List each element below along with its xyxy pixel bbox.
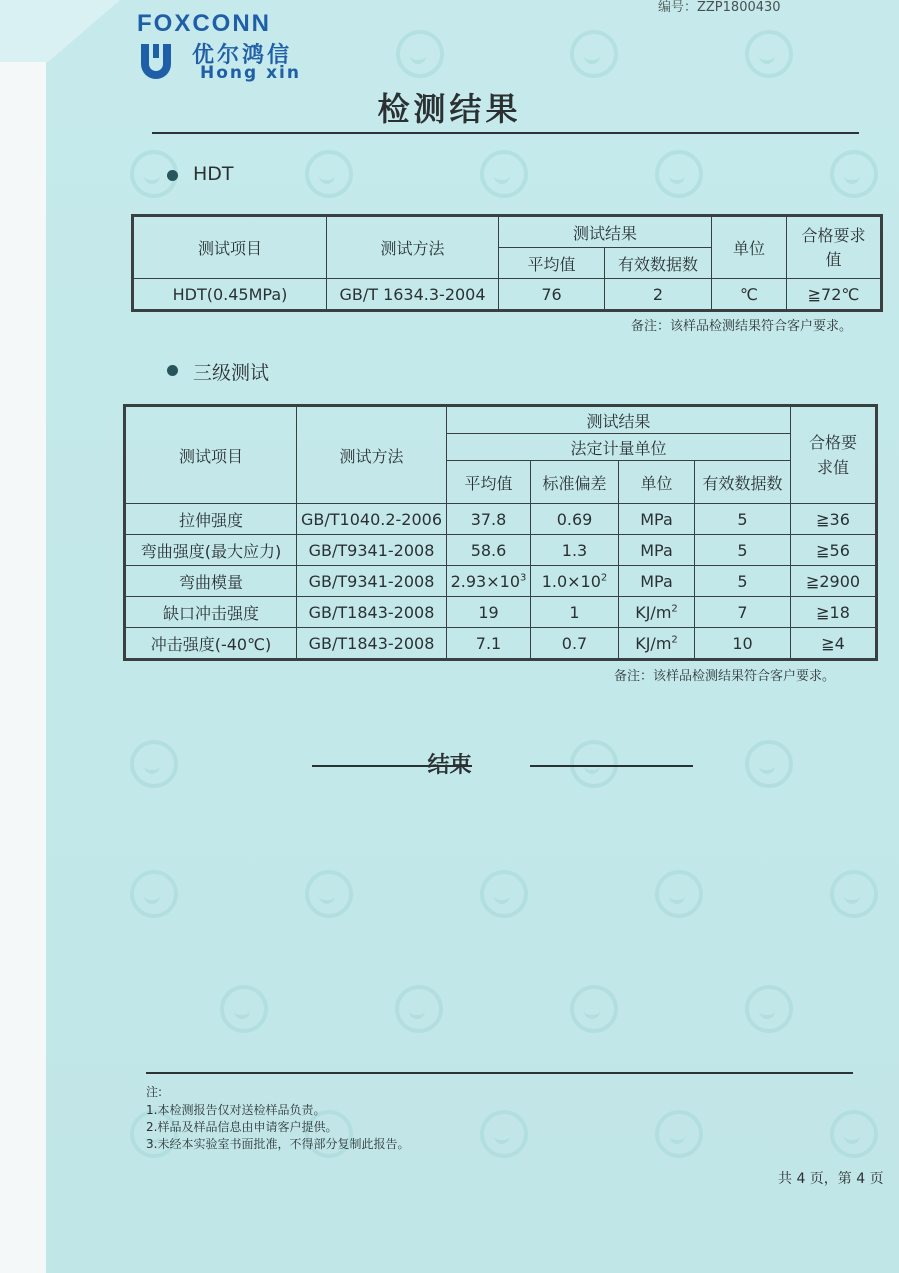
header-requirement: 合格要求值	[787, 217, 881, 279]
table-row	[126, 597, 876, 628]
avg-base: 2.93×10	[450, 571, 520, 591]
cell-average	[447, 566, 531, 597]
cell-std-dev: 1	[531, 597, 619, 628]
logo-english-name: Hong xin	[200, 63, 301, 83]
watermark-icon	[480, 1110, 528, 1158]
cell-requirement: ≧36	[791, 504, 876, 535]
table-row	[126, 535, 876, 566]
page-fold	[0, 0, 120, 62]
header-average: 平均值	[447, 461, 531, 504]
header-legal-unit: 法定计量单位	[447, 434, 791, 461]
watermark-icon	[655, 870, 703, 918]
header-item: 测试项目	[126, 407, 297, 504]
cell-requirement: ≧2900	[791, 566, 876, 597]
section-bullet	[167, 365, 178, 376]
footer-divider	[146, 1072, 853, 1074]
watermark-icon	[130, 870, 178, 918]
cell-std-dev	[531, 566, 619, 597]
title-divider	[152, 132, 859, 134]
cell-item: 拉伸强度	[126, 504, 297, 535]
header-average: 平均值	[499, 248, 605, 279]
watermark-icon	[570, 985, 618, 1033]
cell-method: GB/T1843-2008	[297, 597, 447, 628]
section-bullet	[167, 170, 178, 181]
cell-unit	[619, 597, 695, 628]
logo-brand: FOXCONN	[137, 10, 271, 37]
watermark-icon	[830, 870, 878, 918]
table-row	[134, 279, 881, 310]
cell-average: 19	[447, 597, 531, 628]
footer-note-2: 2.样品及样品信息由申请客户提供。	[146, 1120, 338, 1134]
footer-note-1: 1.本检测报告仅对送检样品负责。	[146, 1103, 326, 1117]
cell-valid-count: 7	[695, 597, 791, 628]
tier3-heading: 三级测试	[193, 362, 270, 384]
end-line-right	[530, 765, 693, 767]
cell-method: GB/T1843-2008	[297, 628, 447, 659]
watermark-icon	[305, 150, 353, 198]
watermark-icon	[830, 1110, 878, 1158]
cell-valid-count: 5	[695, 566, 791, 597]
report-number: 编号：ZZP1800430	[658, 0, 781, 15]
cell-item: 弯曲模量	[126, 566, 297, 597]
watermark-icon	[220, 985, 268, 1033]
std-exponent: 2	[600, 572, 608, 584]
header-result: 测试结果	[447, 407, 791, 434]
footer-note-3: 3.未经本实验室书面批准，不得部分复制此报告。	[146, 1137, 410, 1151]
hdt-table	[133, 216, 881, 310]
unit-base: KJ/m	[635, 633, 672, 653]
std-base: 1.0×10	[541, 571, 601, 591]
end-marker: 结束	[427, 753, 472, 778]
watermark-icon	[745, 985, 793, 1033]
table-row	[126, 628, 876, 659]
watermark-icon	[830, 150, 878, 198]
watermark-icon	[395, 985, 443, 1033]
header-unit: 单位	[712, 217, 787, 279]
cell-average: 58.6	[447, 535, 531, 566]
tier3-table	[125, 406, 876, 659]
watermark-icon	[305, 870, 353, 918]
watermark-icon	[480, 150, 528, 198]
header-method: 测试方法	[297, 407, 447, 504]
hdt-remark: 备注：该样品检测结果符合客户要求。	[631, 319, 853, 334]
header-item: 测试项目	[134, 217, 327, 279]
cell-average: 76	[499, 279, 605, 310]
cell-average: 7.1	[447, 628, 531, 659]
watermark-icon	[655, 150, 703, 198]
cell-std-dev: 0.7	[531, 628, 619, 659]
cell-requirement: ≧18	[791, 597, 876, 628]
cell-unit	[619, 628, 695, 659]
cell-valid-count: 2	[605, 279, 712, 310]
cell-std-dev: 1.3	[531, 535, 619, 566]
header-valid-count: 有效数据数	[695, 461, 791, 504]
header-result: 测试结果	[499, 217, 712, 248]
cell-item: 缺口冲击强度	[126, 597, 297, 628]
cell-method: GB/T9341-2008	[297, 566, 447, 597]
cell-method: GB/T9341-2008	[297, 535, 447, 566]
page-margin-strip	[0, 0, 46, 1273]
watermark-icon	[570, 30, 618, 78]
cell-item: 冲击强度(-40℃)	[126, 628, 297, 659]
header-valid-count: 有效数据数	[605, 248, 712, 279]
tier3-remark: 备注：该样品检测结果符合客户要求。	[614, 669, 836, 684]
cell-valid-count: 5	[695, 504, 791, 535]
watermark-icon	[396, 30, 444, 78]
cell-item: HDT(0.45MPa)	[134, 279, 327, 310]
hongxin-logo-icon	[137, 42, 175, 82]
cell-std-dev: 0.69	[531, 504, 619, 535]
avg-exponent: 3	[520, 572, 527, 584]
hdt-heading: HDT	[193, 163, 234, 185]
header-method: 测试方法	[327, 217, 499, 279]
cell-valid-count: 5	[695, 535, 791, 566]
cell-method: GB/T 1634.3-2004	[327, 279, 499, 310]
page-counter: 共 4 页，第 4 页	[778, 1171, 884, 1187]
watermark-icon	[745, 30, 793, 78]
page-title: 检测结果	[377, 90, 522, 128]
cell-average: 37.8	[447, 504, 531, 535]
table-row	[126, 566, 876, 597]
header-std-dev: 标准偏差	[531, 461, 619, 504]
footer-notes-title: 注:	[146, 1085, 163, 1099]
cell-method: GB/T1040.2-2006	[297, 504, 447, 535]
watermark-icon	[655, 1110, 703, 1158]
cell-requirement: ≧72℃	[787, 279, 881, 310]
cell-valid-count: 10	[695, 628, 791, 659]
cell-unit: MPa	[619, 535, 695, 566]
table-row	[126, 504, 876, 535]
cell-unit: MPa	[619, 566, 695, 597]
unit-exponent: 2	[671, 634, 678, 646]
unit-base: KJ/m	[635, 602, 672, 622]
cell-requirement: ≧56	[791, 535, 876, 566]
cell-requirement: ≧4	[791, 628, 876, 659]
header-requirement: 合格要求值	[791, 407, 876, 504]
cell-item: 弯曲强度(最大应力)	[126, 535, 297, 566]
logo-chinese-name: 优尔鸿信	[192, 43, 293, 68]
watermark-icon	[480, 870, 528, 918]
cell-unit: ℃	[712, 279, 787, 310]
cell-unit: MPa	[619, 504, 695, 535]
unit-exponent: 2	[671, 603, 678, 615]
header-unit: 单位	[619, 461, 695, 504]
